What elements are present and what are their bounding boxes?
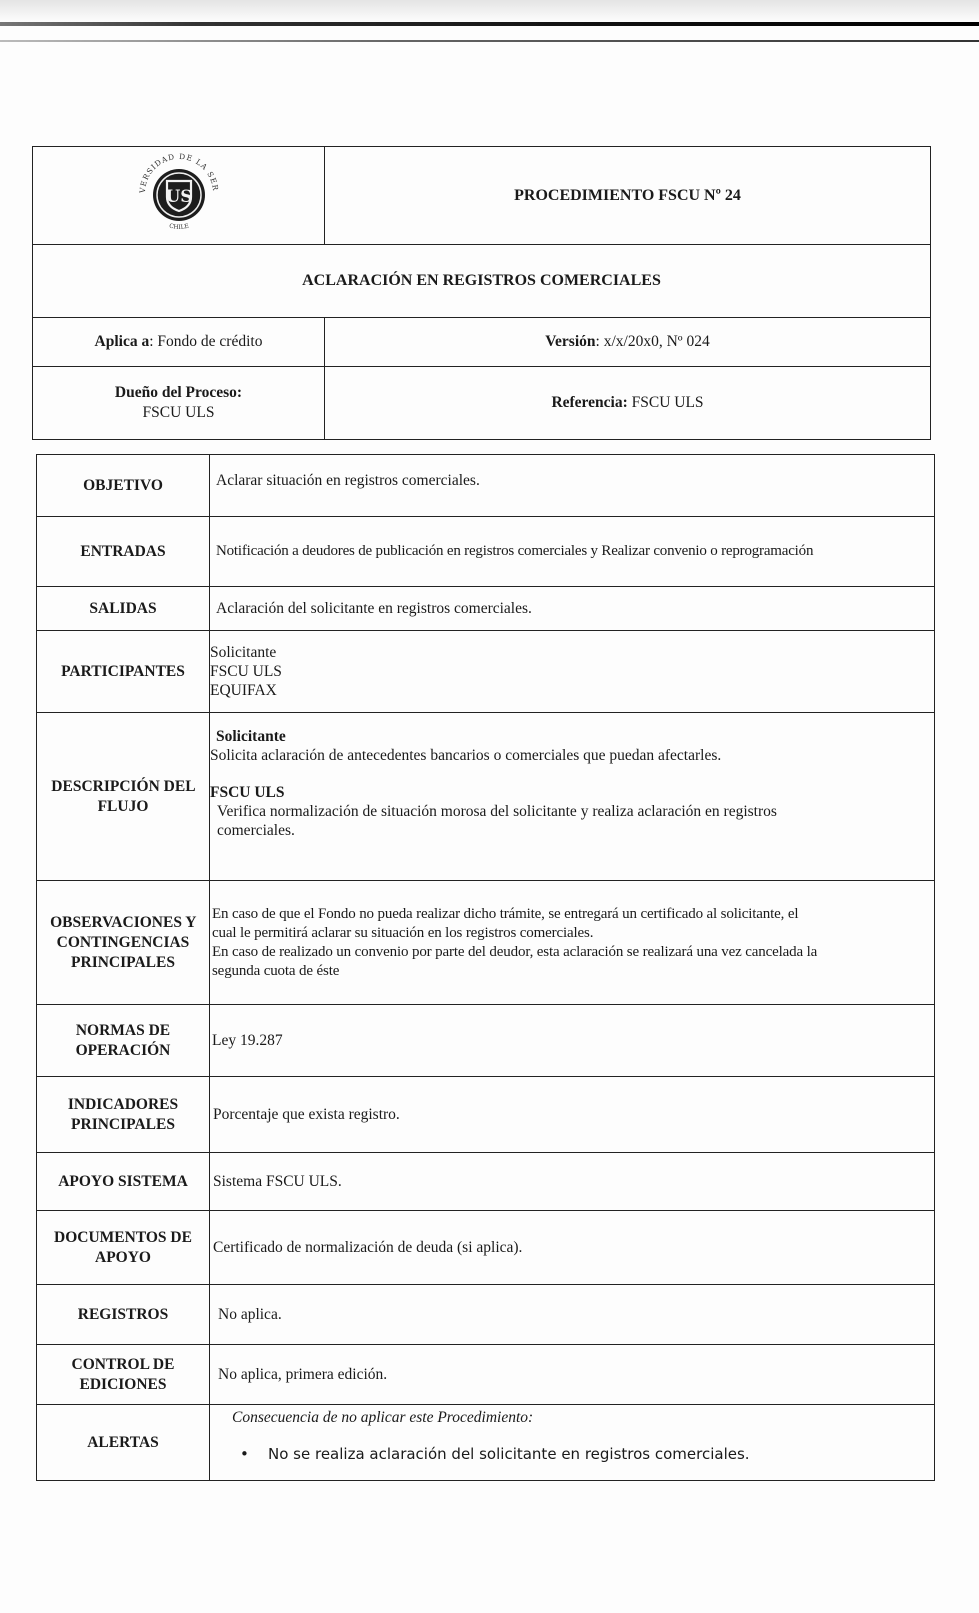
objetivo-value: Aclarar situación en registros comerciales.: [210, 455, 935, 517]
normas-label-line: OPERACIÓN: [75, 1041, 171, 1059]
scan-edge-line: [0, 22, 979, 26]
observaciones-label: [37, 881, 210, 1005]
observaciones-value: [210, 881, 935, 1005]
descripcion-value: [210, 713, 935, 881]
observaciones-label-line: OBSERVACIONES: [50, 913, 182, 931]
row-apoyo: [37, 1153, 935, 1211]
apoyo-label-line: APOYO: [58, 1172, 115, 1190]
observaciones-label-line: CONTINGENCIAS: [56, 933, 190, 951]
logo-cell: [33, 147, 325, 245]
alertas-bullet-item: [210, 1445, 928, 1464]
referencia-value: FSCU ULS: [631, 394, 704, 411]
entradas-value: Notificación a deudores de publicación en registros comerciales y Realizar convenio o reprogramación: [210, 517, 935, 587]
alertas-label: ALERTAS: [37, 1405, 210, 1481]
observaciones-line: En caso de que el Fondo no pueda realizar dicho trámite, se entregará un certificado al solicitante, el: [212, 905, 799, 922]
dueno-value: FSCU ULS: [142, 404, 215, 421]
participante-item: Solicitante: [210, 644, 277, 661]
scan-top-shadow: [0, 0, 979, 22]
observaciones-label-line: PRINCIPALES: [71, 953, 175, 971]
control-label-line: EDICIONES: [79, 1375, 167, 1393]
seal-bottom-text: CHILE: [167, 222, 190, 232]
version-label: Versión: [545, 333, 596, 350]
participante-item: EQUIFAX: [210, 682, 277, 699]
indicadores-value: Porcentaje que exista registro.: [210, 1077, 935, 1153]
alertas-intro: Consecuencia de no aplicar este Procedimiento:: [232, 1408, 534, 1426]
row-entradas: [37, 517, 935, 587]
seal-monogram: US: [164, 187, 193, 207]
version-value: : x/x/20x0, Nº 024: [595, 333, 710, 350]
row-participantes: [37, 631, 935, 713]
flow-text-fscu-cont: comerciales.: [217, 822, 295, 839]
salidas-value: Aclaración del solicitante en registros comerciales.: [210, 587, 935, 631]
header-table: [32, 146, 931, 440]
documentos-label-line: DOCUMENTOS DE: [54, 1228, 192, 1246]
procedure-title: PROCEDIMIENTO FSCU Nº 24: [325, 147, 931, 245]
control-label-line: CONTROL DE: [71, 1355, 175, 1373]
flow-text-solicitante: Solicita aclaración de antecedentes bancarios o comerciales que puedan afectarles.: [210, 747, 722, 764]
row-salidas: [37, 587, 935, 631]
flow-actor-solicitante: Solicitante: [216, 728, 286, 745]
participantes-list: [210, 631, 935, 713]
descripcion-label: [37, 713, 210, 881]
row-registros: [37, 1285, 935, 1345]
row-objetivo: [37, 455, 935, 517]
procedure-table: [36, 454, 935, 1481]
referencia-label: Referencia:: [551, 394, 628, 411]
version-cell: [325, 318, 931, 367]
dueno-cell: [33, 367, 325, 440]
descripcion-label-line: FLUJO: [97, 797, 149, 815]
registros-value: No aplica.: [210, 1285, 935, 1345]
alertas-value: [210, 1405, 935, 1481]
indicadores-label-line: INDICADORES: [67, 1095, 179, 1113]
row-documentos: [37, 1211, 935, 1285]
participante-item: FSCU ULS: [210, 663, 282, 680]
participantes-label: PARTICIPANTES: [37, 631, 210, 713]
seal-ring-text: VERSIDAD DE LA SER: [137, 151, 220, 194]
row-indicadores: [37, 1077, 935, 1153]
flow-text-fscu: Verifica normalización de situación morosa del solicitante y realiza aclaración en registros: [217, 803, 777, 820]
alertas-bullet-text: No se realiza aclaración del solicitante en registros comerciales.: [268, 1444, 750, 1463]
row-normas: [37, 1005, 935, 1077]
indicadores-label: [37, 1077, 210, 1153]
referencia-cell: [325, 367, 931, 440]
dueno-label: Dueño del Proceso:: [114, 384, 243, 401]
normas-label: [37, 1005, 210, 1077]
normas-label-line: NORMAS DE: [75, 1021, 171, 1039]
bullet-icon: •: [240, 1444, 249, 1463]
documentos-value: Certificado de normalización de deuda (si aplica).: [210, 1211, 935, 1285]
aplica-label: Aplica a: [94, 333, 150, 350]
document-title: ACLARACIÓN EN REGISTROS COMERCIALES: [33, 245, 931, 318]
objetivo-label: OBJETIVO: [37, 455, 210, 517]
control-label: [37, 1345, 210, 1405]
registros-label: REGISTROS: [37, 1285, 210, 1345]
flow-actor-fscu: FSCU ULS: [210, 784, 285, 801]
descripcion-label-line: DESCRIPCIÓN DEL: [51, 777, 195, 795]
row-observaciones: [37, 881, 935, 1005]
observaciones-line: cual le permitirá aclarar su situación en los registros comerciales.: [212, 924, 594, 941]
entradas-label: ENTRADAS: [37, 517, 210, 587]
observaciones-line: segunda cuota de éste: [212, 962, 340, 979]
observaciones-label-line: Y: [185, 913, 196, 931]
aplica-value: : Fondo de crédito: [149, 333, 263, 350]
apoyo-label: [37, 1153, 210, 1211]
indicadores-label-line: PRINCIPALES: [71, 1115, 175, 1133]
salidas-label: SALIDAS: [37, 587, 210, 631]
observaciones-line: En caso de realizado un convenio por parte del deudor, esta aclaración se realizará una vez cancelada la: [212, 943, 818, 960]
row-descripcion: [37, 713, 935, 881]
row-alertas: [37, 1405, 935, 1481]
documentos-label-line: APOYO: [95, 1248, 151, 1266]
row-control: [37, 1345, 935, 1405]
scan-edge-line-thin: [0, 40, 979, 42]
control-value: No aplica, primera edición.: [210, 1345, 935, 1405]
university-seal-icon: [133, 147, 225, 239]
apoyo-label-line: SISTEMA: [118, 1172, 188, 1190]
svg-text:CHILE: [168, 223, 189, 231]
apoyo-value: Sistema FSCU ULS.: [210, 1153, 935, 1211]
documentos-label: [37, 1211, 210, 1285]
normas-value: Ley 19.287: [210, 1005, 935, 1077]
aplica-cell: [33, 318, 325, 367]
